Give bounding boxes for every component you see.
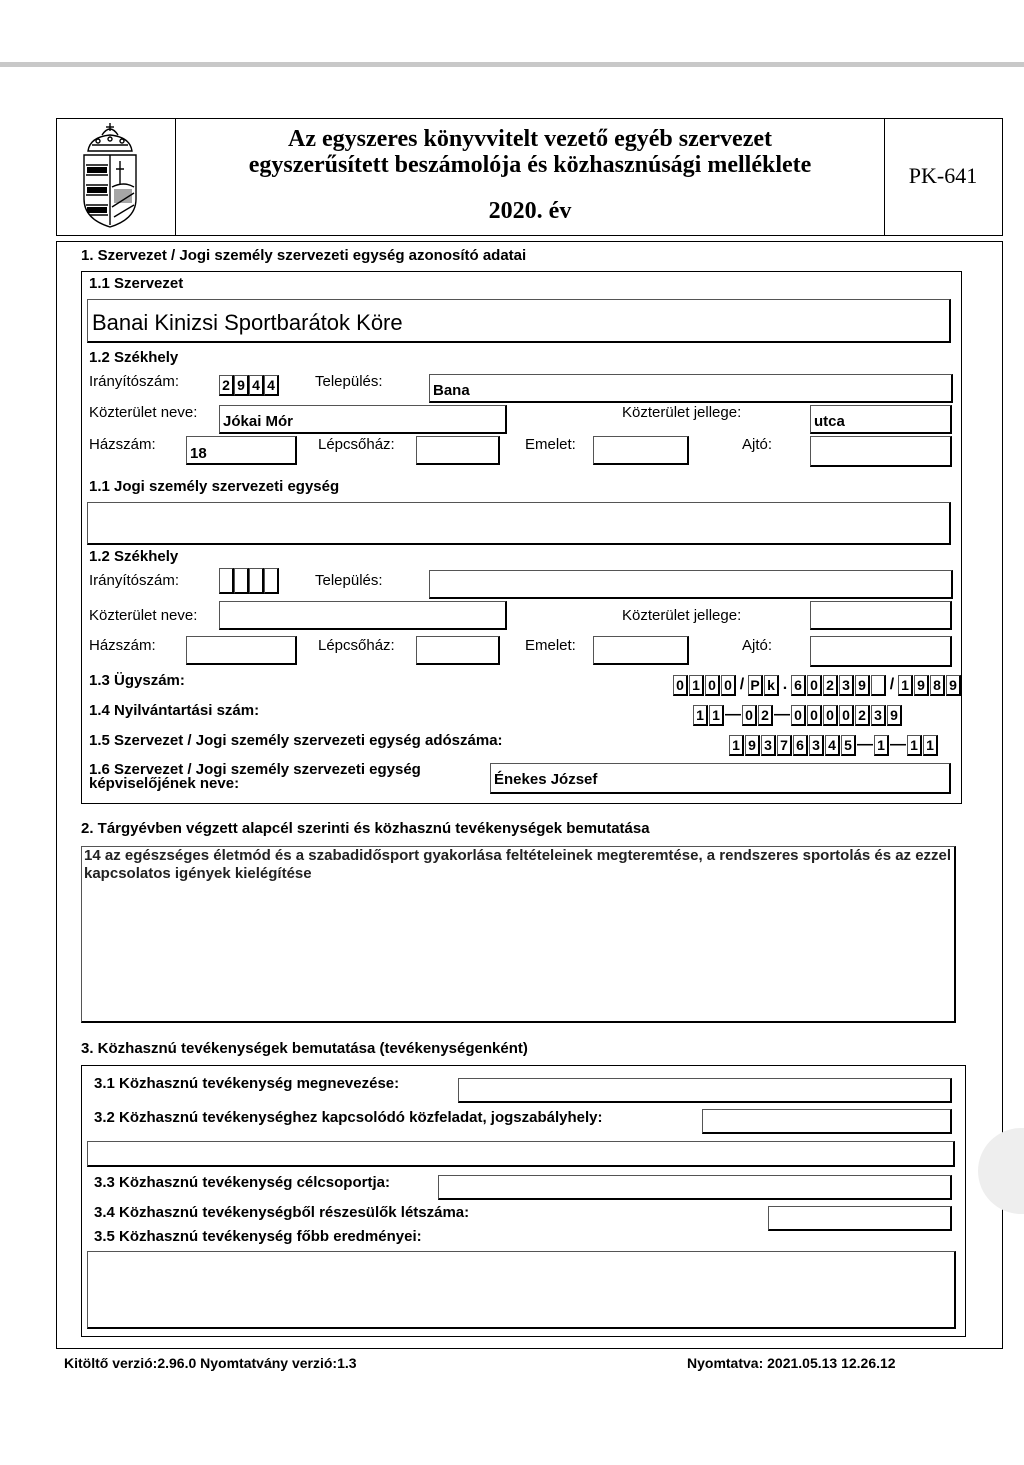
seat1-street-label: Közterület neve:: [89, 404, 198, 421]
activity-target-label: 3.3 Közhasznú tevékenység célcsoportja:: [94, 1174, 390, 1191]
digit-box[interactable]: 9: [887, 705, 902, 726]
seat2-city-field[interactable]: [429, 570, 953, 599]
digit-box[interactable]: 1: [709, 705, 724, 726]
digit-box[interactable]: 3: [809, 735, 824, 756]
digit-box[interactable]: 1: [874, 735, 889, 756]
separator: —: [774, 706, 790, 723]
hungarian-coat-of-arms-icon: [80, 121, 140, 229]
section2-heading: 2. Tárgyévben végzett alapcél szerinti és közhasznú tevékenységek bemutatása: [81, 820, 650, 837]
activity-task-extra-field[interactable]: [87, 1141, 955, 1167]
seat1-house-label: Házszám:: [89, 436, 156, 453]
seat2-street-label: Közterület neve:: [89, 607, 198, 624]
zip-digit[interactable]: 9: [234, 375, 249, 396]
digit-box[interactable]: 9: [946, 675, 961, 696]
representative-label-line1: 1.6 Szervezet / Jogi személy szervezeti egység: [89, 761, 421, 778]
org-name-field[interactable]: Banai Kinizsi Sportbarátok Köre: [87, 299, 951, 343]
digit-box[interactable]: 8: [930, 675, 945, 696]
zip-digit[interactable]: 4: [264, 375, 279, 396]
digit-box[interactable]: 0: [742, 705, 757, 726]
form-title-line2: egyszerűsített beszámolója és közhasznúsági melléklete: [248, 152, 812, 178]
digit-box[interactable]: 0: [823, 705, 838, 726]
digit-box[interactable]: 0: [673, 675, 688, 696]
seat1-zip-boxes[interactable]: [219, 374, 279, 396]
form-title-line1: Az egyszeres könyvvitelt vezető egyéb szervezet: [287, 126, 772, 152]
digit-box[interactable]: 2: [758, 705, 773, 726]
unit-heading: 1.1 Jogi személy szervezeti egység: [89, 478, 340, 495]
digit-box[interactable]: 1: [689, 675, 704, 696]
activity-name-field[interactable]: [458, 1078, 952, 1103]
separator: .: [782, 676, 788, 693]
seat1-house-field[interactable]: 18: [186, 436, 297, 465]
seat1-zip-label: Irányítószám:: [89, 373, 180, 390]
digit-box[interactable]: 1: [907, 735, 922, 756]
seat1-street-type-label: Közterület jellege:: [622, 404, 742, 421]
registration-number-label: 1.4 Nyilvántartási szám:: [89, 702, 260, 719]
footer-version: Kitöltő verzió:2.96.0 Nyomtatvány verzió:1.3: [64, 1355, 357, 1371]
digit-box[interactable]: 9: [855, 675, 870, 696]
digit-box[interactable]: 3: [839, 675, 854, 696]
seat1-door-field[interactable]: [810, 436, 952, 467]
digit-box[interactable]: 9: [745, 735, 760, 756]
zip-digit[interactable]: [249, 568, 264, 594]
section1-heading: 1. Szervezet / Jogi személy szervezeti egység azonosító adatai: [81, 247, 527, 264]
separator: —: [725, 706, 741, 723]
section2-activities-text[interactable]: 14 az egészséges életmód és a szabadidősport gyakorlása feltételeinek megteremtése, a rendszeres sportolás és az ezzel kapcsolatos igények kielégítése: [81, 846, 956, 1023]
seat1-city-field[interactable]: Bana: [429, 374, 953, 403]
viewer-top-bar: [0, 62, 1024, 67]
seat2-house-label: Házszám:: [89, 637, 156, 654]
activity-results-label: 3.5 Közhasznú tevékenység főbb eredményei:: [94, 1228, 422, 1245]
section3-heading: 3. Közhasznú tevékenységek bemutatása (tevékenységenként): [81, 1040, 528, 1057]
seat2-zip-boxes[interactable]: [219, 570, 279, 592]
activity-target-field[interactable]: [438, 1175, 952, 1200]
activity-task-field[interactable]: [702, 1109, 952, 1134]
seat1-stair-label: Lépcsőház:: [318, 436, 395, 453]
digit-box[interactable]: 1: [729, 735, 744, 756]
seat2-street-field[interactable]: [219, 601, 507, 630]
case-number-label: 1.3 Ügyszám:: [89, 672, 185, 689]
registration-number-boxes[interactable]: [693, 704, 902, 726]
seat1-city-label: Település:: [315, 373, 383, 390]
digit-box[interactable]: 1: [923, 735, 938, 756]
digit-box[interactable]: 2: [823, 675, 838, 696]
seat2-door-label: Ajtó:: [742, 637, 773, 654]
tax-number-label: 1.5 Szervezet / Jogi személy szervezeti egység adószáma:: [89, 732, 503, 749]
digit-box[interactable]: 4: [825, 735, 840, 756]
seat2-stair-label: Lépcsőház:: [318, 637, 395, 654]
seat2-house-field[interactable]: [186, 636, 297, 665]
zip-digit[interactable]: 4: [249, 375, 264, 396]
activity-results-field[interactable]: [87, 1251, 956, 1329]
digit-box[interactable]: 3: [871, 705, 886, 726]
separator: —: [857, 736, 873, 753]
digit-box[interactable]: 2: [855, 705, 870, 726]
zip-digit[interactable]: [234, 568, 249, 594]
seat2-floor-field[interactable]: [593, 636, 689, 665]
seat1-heading: 1.2 Székhely: [89, 349, 179, 366]
separator: /: [889, 676, 895, 693]
digit-box[interactable]: 0: [839, 705, 854, 726]
digit-box[interactable]: 0: [807, 705, 822, 726]
zip-digit[interactable]: [219, 568, 234, 594]
activity-count-label: 3.4 Közhasznú tevékenységből részesülők létszáma:: [94, 1204, 470, 1221]
seat2-street-type-field[interactable]: [810, 601, 952, 630]
digit-box[interactable]: 1: [898, 675, 913, 696]
separator: —: [890, 736, 906, 753]
seat1-stair-field[interactable]: [416, 436, 500, 465]
digit-box[interactable]: k: [764, 675, 779, 696]
seat2-door-field[interactable]: [810, 636, 952, 667]
digit-box[interactable]: 9: [914, 675, 929, 696]
digit-box[interactable]: 0: [705, 675, 720, 696]
digit-box[interactable]: 0: [791, 705, 806, 726]
digit-box[interactable]: 6: [793, 735, 808, 756]
digit-box[interactable]: 1: [693, 705, 708, 726]
zip-digit[interactable]: [264, 568, 279, 594]
form-code: PK-641: [908, 163, 978, 188]
org-heading: 1.1 Szervezet: [89, 275, 184, 292]
seat2-floor-label: Emelet:: [525, 637, 576, 654]
seat2-city-label: Település:: [315, 572, 383, 589]
activity-task-label: 3.2 Közhasznú tevékenységhez kapcsolódó közfeladat, jogszabályhely:: [94, 1109, 603, 1126]
seat1-floor-label: Emelet:: [525, 436, 576, 453]
unit-name-field[interactable]: [87, 502, 951, 545]
digit-box[interactable]: 3: [761, 735, 776, 756]
activity-name-label: 3.1 Közhasznú tevékenység megnevezése:: [94, 1075, 400, 1092]
seat2-heading: 1.2 Székhely: [89, 548, 179, 565]
seat1-door-label: Ajtó:: [742, 436, 773, 453]
tax-number-boxes[interactable]: [729, 734, 938, 756]
digit-box[interactable]: [871, 675, 886, 696]
seat2-zip-label: Irányítószám:: [89, 572, 180, 589]
seat2-street-type-label: Közterület jellege:: [622, 607, 742, 624]
digit-box[interactable]: 0: [721, 675, 736, 696]
representative-name-field[interactable]: Énekes József: [490, 763, 951, 794]
seat1-floor-field[interactable]: [593, 436, 689, 465]
form-year: 2020. év: [488, 198, 572, 224]
digit-box[interactable]: 5: [841, 735, 856, 756]
seat2-stair-field[interactable]: [416, 636, 500, 665]
digit-box[interactable]: P: [748, 675, 763, 696]
case-number-boxes[interactable]: [673, 674, 961, 696]
seat1-street-field[interactable]: Jókai Mór: [219, 405, 507, 434]
activity-count-field[interactable]: [768, 1206, 952, 1231]
footer-printed: Nyomtatva: 2021.05.13 12.26.12: [687, 1355, 896, 1371]
seat1-street-type-field[interactable]: utca: [810, 405, 952, 434]
digit-box[interactable]: 6: [791, 675, 806, 696]
digit-box[interactable]: 7: [777, 735, 792, 756]
separator: /: [739, 676, 745, 693]
digit-box[interactable]: 0: [807, 675, 822, 696]
zip-digit[interactable]: 2: [219, 375, 234, 396]
representative-label-line2: képviselőjének neve:: [89, 775, 240, 792]
